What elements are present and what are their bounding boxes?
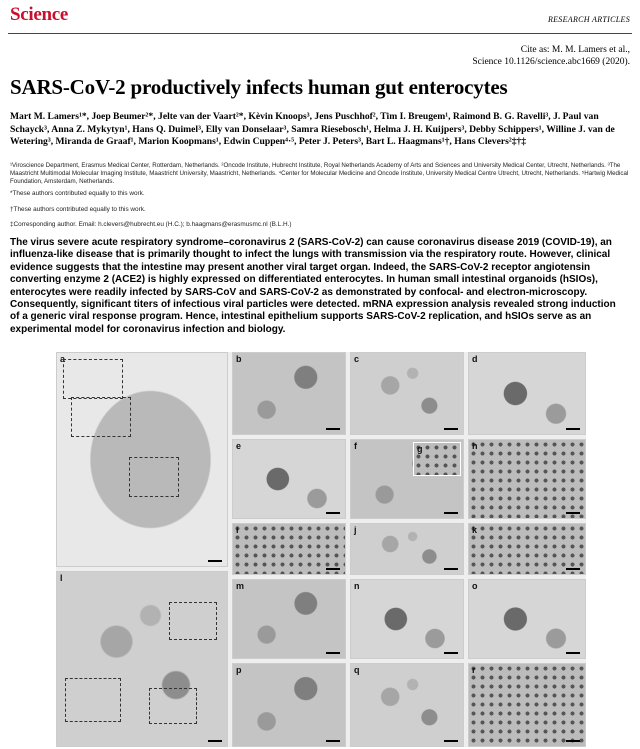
equal-contribution-note-2: †These authors contributed equally to this work.: [10, 206, 146, 213]
journal-logo: Science: [10, 4, 69, 25]
figure-panel-g: [413, 442, 461, 476]
panel-label: m: [236, 581, 245, 591]
inset-box: [71, 397, 131, 437]
inset-box: [65, 678, 121, 722]
scale-bar: [566, 512, 580, 514]
panel-label: e: [236, 441, 242, 451]
panel-label: n: [354, 581, 360, 591]
figure-panel-r: [468, 663, 586, 747]
panel-label: c: [354, 354, 360, 364]
scale-bar: [326, 428, 340, 430]
panel-label: d: [472, 354, 478, 364]
scale-bar: [566, 740, 580, 742]
scale-bar: [444, 512, 458, 514]
figure-panel-a: [56, 352, 228, 567]
citation-line-2: Science 10.1126/science.abc1669 (2020).: [472, 57, 630, 67]
figure-panel-h: [468, 439, 586, 519]
inset-box: [129, 457, 179, 497]
figure-panel-b: [232, 352, 346, 435]
affiliations: ¹Viroscience Department, Erasmus Medical Center, Rotterdam, Netherlands. ²Oncode Institute, Hubrecht Institute, Royal Netherlands Academy of Arts and Sciences and University Medical Center, Utrecht, Netherlands. ³The Maastricht Multimodal Molecular Imaging Institute, Maastricht University, Maastricht, Netherlands. ⁴Center for Molecular Medicine and Oncode Institute, University Medical Centre Utrecht, Utrecht, Netherlands. ⁵Hartwig Medical Foundation, Amsterdam, Netherlands.: [10, 162, 629, 185]
corresponding-author-note: ‡Corresponding author. Email: h.clevers@hubrecht.eu (H.C.); b.haagmans@erasmusmc.nl (B.L.H.): [10, 221, 292, 228]
panel-label: j: [354, 525, 357, 535]
figure-em-panels: [56, 352, 586, 747]
panel-label: q: [354, 665, 360, 675]
scale-bar: [208, 740, 222, 742]
citation-line-1: Cite as: M. M. Lamers et al.,: [520, 45, 630, 55]
figure-panel-q: [350, 663, 464, 747]
header-rule: [8, 33, 632, 34]
figure-panel-k: [468, 523, 586, 575]
panel-label: p: [236, 665, 242, 675]
panel-label: k: [472, 525, 478, 535]
panel-label: a: [60, 354, 66, 364]
scale-bar: [326, 740, 340, 742]
panel-label: r: [472, 665, 476, 675]
panel-label: l: [60, 573, 63, 583]
scale-bar: [566, 568, 580, 570]
section-label: RESEARCH ARTICLES: [547, 15, 630, 24]
inset-box: [169, 602, 217, 640]
figure-panel-c: [350, 352, 464, 435]
panel-label: h: [472, 441, 478, 451]
inset-box: [63, 359, 123, 399]
article-title: SARS-CoV-2 productively infects human gut enterocytes: [10, 75, 508, 99]
scale-bar: [566, 652, 580, 654]
figure-panel-n: [350, 579, 464, 659]
figure-panel-o: [468, 579, 586, 659]
figure-panel-m: [232, 579, 346, 659]
figure-panel-f: [350, 439, 464, 519]
panel-label: f: [354, 441, 357, 451]
scale-bar: [208, 560, 222, 562]
figure-panel-e: [232, 439, 346, 519]
inset-box: [149, 688, 197, 724]
figure-panel-l: [56, 571, 228, 747]
scale-bar: [326, 512, 340, 514]
author-list: Mart M. Lamers¹*, Joep Beumer²*, Jelte van der Vaart²*, Kèvin Knoops³, Jens Puschhof², Tim I. Breugem¹, Raimond B. G. Ravelli³, J. Paul van Schayck³, Anna Z. Mykytyn¹, Hans Q. Duimel³, Elly van Donselaar³, Samra Riesebosch¹, Helma J. H. Kuijpers³, Debby Schippers¹, Willine J. van de Wetering³, Miranda de Graaf¹, Marion Koopmans¹, Edwin Cuppen⁴·⁵, Peter J. Peters³, Bart L. Haagmans¹†, Hans Clevers²‡†‡: [10, 111, 615, 147]
scale-bar: [444, 652, 458, 654]
scale-bar: [444, 568, 458, 570]
equal-contribution-note-1: *These authors contributed equally to this work.: [10, 190, 145, 197]
figure-panel-p: [232, 663, 346, 747]
scale-bar: [566, 428, 580, 430]
figure-panel-j: [350, 523, 464, 575]
citation: [472, 44, 630, 68]
scale-bar: [326, 652, 340, 654]
panel-label: g: [417, 444, 423, 454]
figure-panel-i: [232, 523, 346, 575]
panel-label: b: [236, 354, 242, 364]
scale-bar: [444, 740, 458, 742]
scale-bar: [444, 428, 458, 430]
panel-label: i: [236, 525, 239, 535]
scale-bar: [326, 568, 340, 570]
panel-label: o: [472, 581, 478, 591]
figure-panel-d: [468, 352, 586, 435]
abstract: The virus severe acute respiratory syndrome–coronavirus 2 (SARS-CoV-2) can cause coronavirus disease 2019 (COVID-19), an influenza-like disease that is primarily thought to infect the lungs with transmission via the respiratory route. However, clinical evidence suggests that the intestine may present another viral target organ. Indeed, the SARS-CoV-2 receptor angiotensin converting enzyme 2 (ACE2) is highly expressed on differentiated enterocytes. In human small intestinal organoids (hSIOs), enterocytes were readily infected by SARS-CoV and SARS-CoV-2 as demonstrated by confocal- and electron-microscopy. Consequently, significant titers of infectious viral particles were detected. mRNA expression analysis revealed strong induction of a generic viral response program. Hence, intestinal epithelium supports SARS-CoV-2 replication, and hSIOs serve as an experimental model for coronavirus infection and biology.: [10, 237, 616, 335]
